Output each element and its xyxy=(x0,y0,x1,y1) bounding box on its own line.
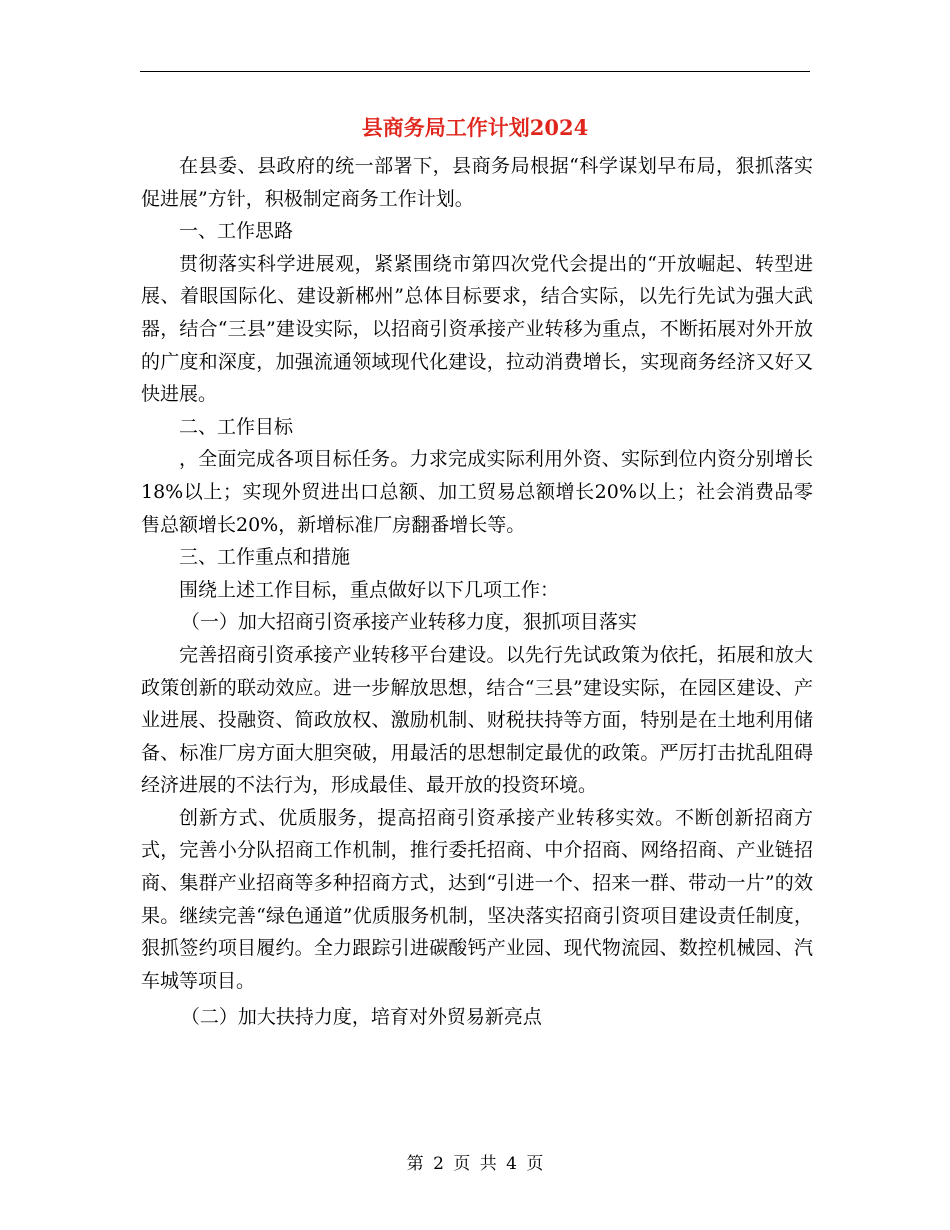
document-title: 县商务局工作计划2024 xyxy=(361,115,589,140)
section-heading-1: 一、工作思路 xyxy=(179,220,294,243)
paragraph-platform: 完善招商引资承接产业转移平台建设。以先行先试政策为依托，拓展和放大政策创新的联动效应。进一步解放思想，结合“三县”建设实际，在园区建设、产业进展、投融资、简政放权、激励机制、财税扶持等方面，特别是在土地利用储备、标准厂房方面大胆突破，用最活的思想制定最优的政策。严厉打击扰乱阻碍经济进展的不法行为，形成最佳、最开放的投资环境。 xyxy=(141,643,813,797)
subsection-heading-1: （一）加大招商引资承接产业转移力度，狠抓项目落实 xyxy=(180,611,637,634)
header-rule xyxy=(140,71,810,72)
paragraph-focus-intro: 围绕上述工作目标，重点做好以下几项工作： xyxy=(179,578,560,601)
paragraph-work-goals: ，全面完成各项目标任务。力求完成实际利用外资、实际到位内资分别增长18%以上；实现外贸进出口总额、加工贸易总额增长20%以上；社会消费品零售总额增长20%，新增标准厂房翻番增长等。 xyxy=(141,448,813,536)
paragraph-innovation: 创新方式、优质服务，提高招商引资承接产业转移实效。不断创新招商方式，完善小分队招商工作机制，推行委托招商、中介招商、网络招商、产业链招商、集群产业招商等多种招商方式，达到“引进一个、招来一群、带动一片”的效果。继续完善“绿色通道”优质服务机制，坚决落实招商引资项目建设责任制度，狠抓签约项目履约。全力跟踪引进碳酸钙产业园、现代物流园、数控机械园、汽车城等项目。 xyxy=(141,806,813,992)
paragraph-work-approach: 贯彻落实科学进展观，紧紧围绕市第四次党代会提出的“开放崛起、转型进展、着眼国际化、建设新郴州”总体目标要求，结合实际，以先行先试为强大武器，结合“三县”建设实际，以招商引资承接产业转移为重点，不断拓展对外开放的广度和深度，加强流通领域现代化建设，拉动消费增长，实现商务经济又好又快进展。 xyxy=(141,252,813,406)
document-body xyxy=(141,150,813,1034)
subsection-heading-2: （二）加大扶持力度，培育对外贸易新亮点 xyxy=(180,1006,542,1029)
page-footer: 第 2 页 共 4 页 xyxy=(406,1154,544,1174)
section-heading-2: 二、工作目标 xyxy=(179,415,294,438)
section-heading-3: 三、工作重点和措施 xyxy=(179,546,351,569)
intro-paragraph: 在县委、县政府的统一部署下，县商务局根据“科学谋划早布局，狠抓落实促进展”方针，积极制定商务工作计划。 xyxy=(141,155,813,210)
